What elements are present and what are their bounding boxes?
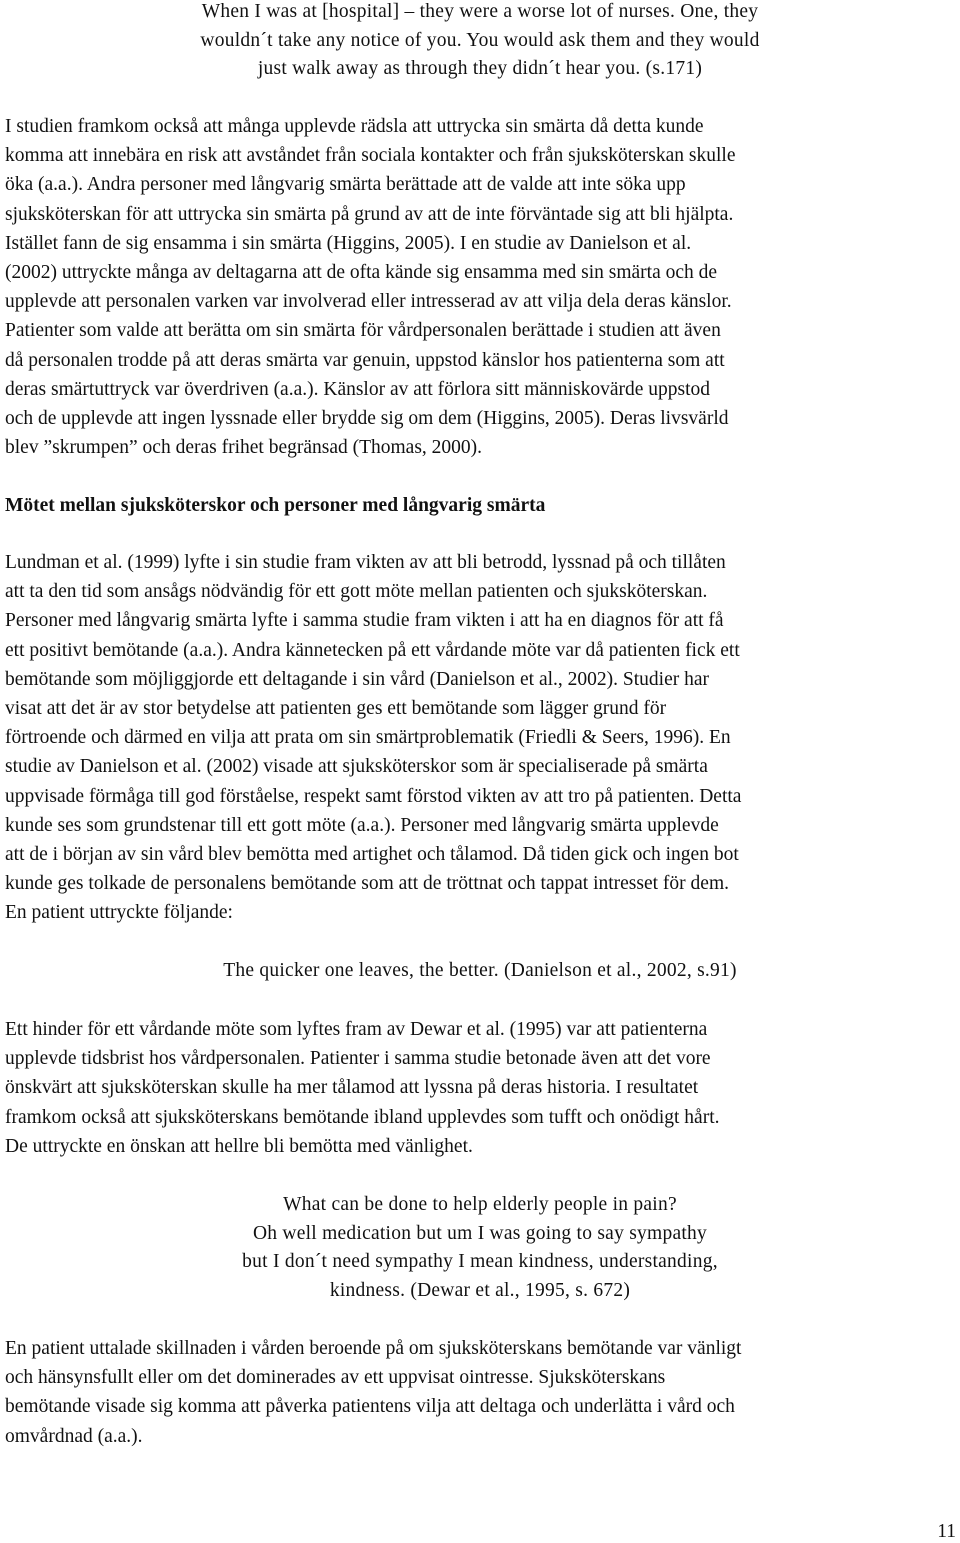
text-line: upplevde att personalen varken var involverad eller intresserad av att vilja dela deras känslor. [5,291,732,313]
text-line: kunde ses som grundstenar till ett gott möte (a.a.). Personer med långvarig smärta upplevde [5,814,719,836]
text-line: deras smärtuttryck var överdriven (a.a.). Känslor av att förlora sitt människovärde uppstod [5,378,711,400]
quote-line: but I don´t need sympathy I mean kindness, understanding, [242,1251,718,1273]
text-line: Personer med långvarig smärta lyfte i samma studie fram vikten i att ha en diagnos för att få [5,610,724,632]
text-line: ett positivt bemötande (a.a.). Andra kännetecken på ett vårdande möte var då patienten fick ett [5,639,740,661]
text-line: visat att det är av stor betydelse att patienten ges ett bemötande som lägger grund för [5,698,667,720]
paragraph-1 [5,112,957,462]
paragraph-2 [5,548,957,928]
quote-line: Oh well medication but um I was going to say sympathy [252,1222,708,1244]
text-line: studie av Danielson et al. (2002) visade att sjuksköterskor som är specialiserade på smärta [5,756,708,778]
text-line: framkom också att sjuksköterskans bemötande ibland upplevdes som tufft och onödigt hårt. [5,1106,720,1128]
text-line: Istället fann de sig ensamma i sin smärta (Higgins, 2005). I en studie av Danielson et al. [5,232,692,254]
text-line: (2002) uttryckte många av deltagarna att de ofta kände sig ensamma med sin smärta och de [5,262,718,284]
text-line: öka (a.a.). Andra personer med långvarig smärta berättade att de valde att inte söka upp [5,174,686,196]
text-line: kunde ges tolkade de personalens bemötande som att de tröttnat och tappat intresset för dem. [5,873,729,895]
block-quote-1 [0,0,960,84]
quote-line: What can be done to help elderly people in pain? [283,1194,677,1215]
text-line: En patient uttalade skillnaden i vården beroende på om sjuksköterskans bemötande var vänligt [5,1338,742,1359]
text-line: Lundman et al. (1999) lyfte i sin studie fram vikten av att bli betrodd, lyssnad på och tillåten [5,552,726,573]
quote-line: kindness. (Dewar et al., 1995, s. 672) [329,1279,631,1301]
text-line: Patienter som valde att berätta om sin smärta för vårdpersonalen berättade i studien att även [5,320,721,342]
text-line: bemötande som möjliggjorde ett deltagande i sin vård (Danielson et al., 2002). Studier har [5,668,709,690]
text-line: I studien framkom också att många upplevde rädsla att uttrycka sin smärta då detta kunde [5,116,704,137]
text-line: upplevde tidsbrist hos vårdpersonalen. Patienter i samma studie betonade även att det vore [5,1048,711,1070]
text-line: omvårdnad (a.a.). [5,1425,143,1447]
text-line: önskvärt att sjuksköterskan skulle ha mer tålamod att lyssna på deras historia. I resultatet [5,1077,699,1099]
text-line: blev ”skrumpen” och deras frihet begränsad (Thomas, 2000). [5,437,483,459]
block-quote-3 [0,1191,960,1305]
text-line: sjuksköterskan för att uttrycka sin smärta på grund av att de inte förväntade sig att bli hjälpta. [5,203,734,225]
text-line: uppvisade förmåga till god förståelse, respekt samt förstod vikten av att tro på patienten. Detta [5,785,742,807]
text-line: och de upplevde att ingen lyssnade eller brydde sig om dem (Higgins, 2005). Deras livsvärld [5,408,729,430]
text-line: komma att innebära en risk att avståndet från sociala kontakter och från sjuksköterskan skulle [5,145,736,167]
page-number: 11 [937,1521,956,1542]
text-line: att de i början av sin vård blev bemötta med artighet och tålamod. Då tiden gick och ingen bot [5,844,739,866]
quote-line: just walk away as through they didn´t hear you. (s.171) [257,58,703,80]
text-line: att ta den tid som ansågs nödvändig för ett gott möte mellan patienten och sjuksköterskan. [5,581,708,603]
paragraph-3 [5,1015,957,1161]
text-line: De uttryckte en önskan att hellre bli bemötta med vänlighet. [5,1135,473,1157]
text-line: då personalen trodde på att deras smärta var genuin, uppstod känslor hos patienterna som att [5,349,725,371]
text-line: och hänsynsfullt eller om det dominerades av ett uppvisat ointresse. Sjuksköterskans [5,1367,666,1389]
text-line: bemötande visade sig komma att påverka patientens vilja att deltaga och underlätta i vård och [5,1396,735,1418]
text-line: förtroende och därmed en vilja att prata om sin smärtproblematik (Friedli & Seers, 1996). En [5,727,731,749]
quote-line: When I was at [hospital] – they were a worse lot of nurses. One, they [201,1,759,22]
paragraph-4 [5,1334,957,1451]
block-quote-2 [0,957,960,986]
text-line: En patient uttryckte följande: [5,902,233,924]
quote-line: The quicker one leaves, the better. (Danielson et al., 2002, s.91) [223,960,737,981]
text-line: Ett hinder för ett vårdande möte som lyftes fram av Dewar et al. (1995) var att patienterna [5,1019,708,1040]
section-heading: Mötet mellan sjuksköterskor och personer med långvarig smärta [5,495,546,516]
quote-line: wouldn´t take any notice of you. You would ask them and they would [200,29,760,51]
